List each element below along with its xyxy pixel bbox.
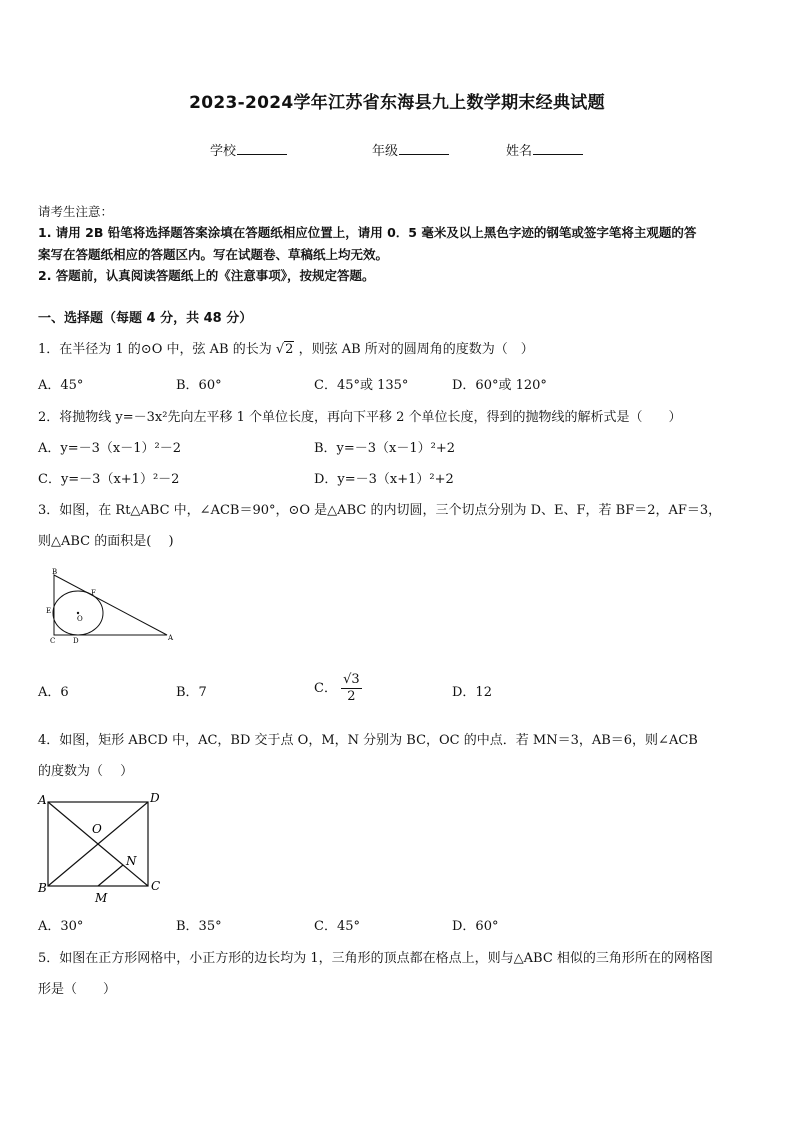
q1-option-c[interactable]: C．45°或 135°	[314, 378, 409, 393]
school-field	[210, 140, 287, 159]
q3-label-A: A	[168, 634, 174, 642]
q4-label-N: N	[126, 854, 137, 868]
q5-stem-line2: 形是（ ）	[38, 982, 117, 997]
q3-label-B: B	[52, 568, 58, 576]
q3-option-a[interactable]: A．6	[38, 685, 69, 700]
q5-stem-line1: 5．如图在正方形网格中，小正方形的边长均为 1，三角形的顶点都在格点上，则与△ABC 相似的三角形所在的网格图	[38, 951, 713, 966]
q3-figure	[40, 565, 180, 647]
q3-option-d[interactable]: D．12	[452, 685, 492, 700]
q1-option-a[interactable]: A．45°	[38, 378, 84, 393]
q4-figure	[36, 790, 168, 908]
q4-label-A: A	[38, 793, 47, 807]
name-field	[506, 140, 583, 159]
q4-option-b[interactable]: B．35°	[176, 919, 222, 934]
q4-stem-line1: 4．如图，矩形 ABCD 中，AC，BD 交于点 O，M，N 分别为 BC，OC 的中点．若 MN＝3，AB＝6，则∠ACB	[38, 733, 698, 748]
q4-segment-mn	[98, 865, 123, 886]
grade-blank[interactable]	[399, 141, 449, 155]
q2-stem: 2．将抛物线 y=－3x²先向左平移 1 个单位长度，再向下平移 2 个单位长度，得到的抛物线的解析式是（ ）	[38, 410, 682, 425]
q1-stem-after: ，则弦 AB 所对的圆周角的度数为（ ）	[298, 342, 534, 357]
q4-stem-line2: 的度数为（ ）	[38, 764, 134, 779]
q3-stem-line2: 则△ABC 的面积是( )	[38, 534, 174, 549]
q3-option-c[interactable]	[314, 672, 362, 705]
q1-option-b[interactable]: B．60°	[176, 378, 222, 393]
q3-label-O: O	[77, 615, 83, 623]
q3-center-point	[77, 612, 79, 614]
q2-option-b[interactable]: B．y=－3（x－1）²+2	[314, 441, 456, 456]
q3-option-c-fraction	[341, 672, 362, 705]
q3-stem-line1: 3．如图，在 Rt△ABC 中，∠ACB＝90°，⊙O 是△ABC 的内切圆，三个切点分别为 D、E、F，若 BF＝2，AF＝3，	[38, 503, 722, 518]
q4-option-a[interactable]: A．30°	[38, 919, 84, 934]
q4-label-C: C	[151, 879, 161, 893]
q3-option-c-prefix: C．	[314, 681, 337, 696]
q1-stem-before: 1．在半径为 1 的⊙O 中，弦 AB 的长为	[38, 342, 272, 357]
q2-option-a[interactable]: A．y=－3（x－1）²－2	[38, 441, 181, 456]
q1-option-d[interactable]: D．60°或 120°	[452, 378, 547, 393]
q4-label-B: B	[38, 881, 47, 895]
q1-radicand: 2	[285, 342, 294, 357]
q3-label-E: E	[46, 607, 52, 615]
school-blank[interactable]	[237, 141, 287, 155]
notice-item-1: 1. 请用 2B 铅笔将选择题答案涂填在答题纸相应位置上，请用 0．5 毫米及以上黑色字迹的钢笔或签字笔将主观题的答	[38, 225, 697, 240]
q3-option-c-numerator: √3	[343, 672, 360, 687]
section-title: 一、选择题（每题 4 分，共 48 分）	[38, 311, 253, 326]
q3-label-C: C	[50, 637, 56, 645]
q4-option-c[interactable]: C．45°	[314, 919, 360, 934]
q2-option-d[interactable]: D．y=－3（x+1）²+2	[314, 472, 454, 487]
q1-stem	[38, 338, 534, 357]
q3-option-c-denominator: 2	[347, 689, 356, 704]
name-label: 姓名	[506, 144, 533, 159]
school-label: 学校	[210, 144, 237, 159]
sqrt-symbol: √2	[275, 342, 294, 357]
grade-label: 年级	[372, 144, 399, 159]
q4-option-d[interactable]: D．60°	[452, 919, 499, 934]
q4-label-M: M	[95, 891, 108, 905]
notice-item-1-cont: 案写在答题纸相应的答题区内。写在试题卷、草稿纸上均无效。	[38, 247, 389, 262]
q3-triangle	[54, 575, 167, 635]
notice-item-2: 2. 答题前，认真阅读答题纸上的《注意事项》，按规定答题。	[38, 268, 375, 283]
grade-field	[372, 140, 449, 159]
page-title: 2023-2024学年江苏省东海县九上数学期末经典试题	[189, 93, 605, 113]
q3-option-b[interactable]: B．7	[176, 685, 207, 700]
q3-label-D: D	[73, 637, 79, 645]
name-blank[interactable]	[533, 141, 583, 155]
q2-option-c[interactable]: C．y=－3（x+1）²－2	[38, 472, 180, 487]
notice-heading: 请考生注意：	[38, 204, 114, 219]
q4-label-O: O	[92, 822, 102, 836]
q3-label-F: F	[91, 589, 96, 597]
q4-label-D: D	[150, 791, 160, 805]
